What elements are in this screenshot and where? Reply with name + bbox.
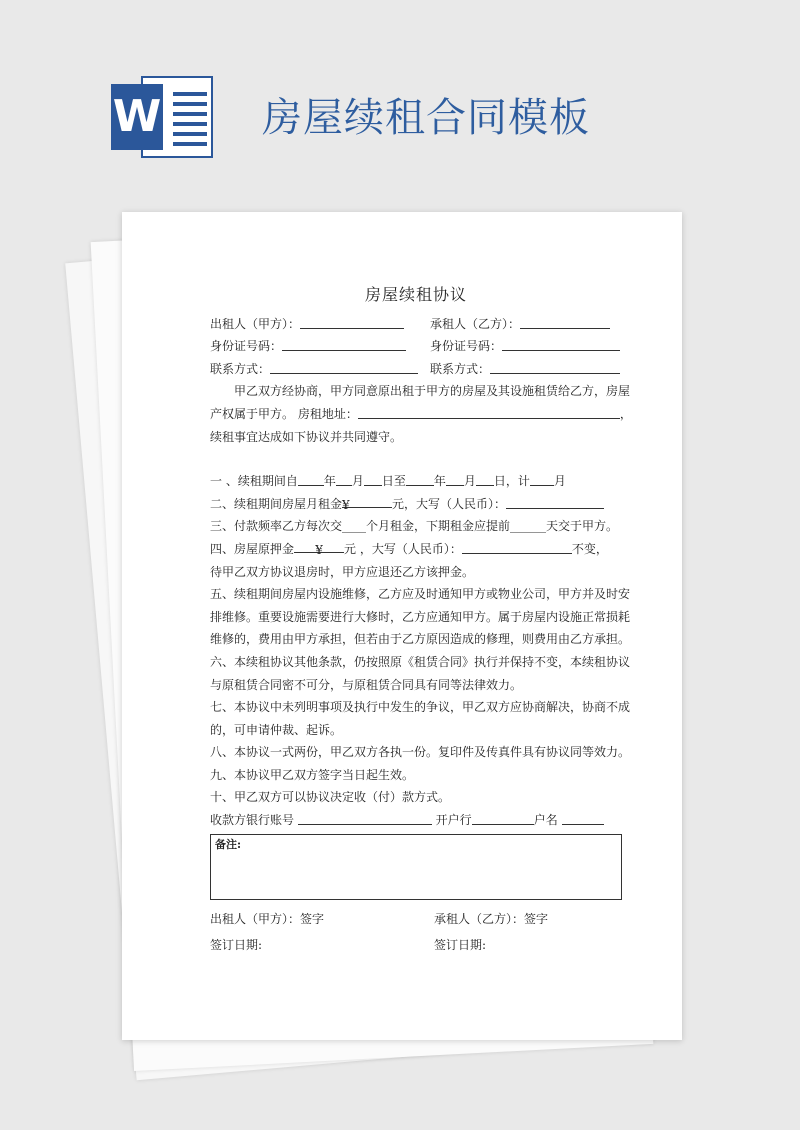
bank-account-row: 收款方银行账号 开户行 户名 bbox=[210, 809, 622, 832]
clause-5-line-3: 维修的，费用由甲方承担，但若由于乙方原因造成的修理，则费用由乙方承担。 bbox=[210, 632, 631, 647]
tenant-name-blank bbox=[520, 315, 610, 329]
landlord-signing-date: 签订日期: bbox=[210, 938, 263, 953]
id-number-row bbox=[210, 335, 622, 358]
document-page bbox=[122, 212, 682, 1040]
tenant-contact-blank bbox=[490, 360, 620, 374]
intro-line-2: 产权属于甲方。 房租地址： ， bbox=[210, 406, 632, 421]
clause-3: 三、付款频率乙方每次交____个月租金，下期租金应提前______天交于甲方。 bbox=[210, 519, 619, 534]
tenant-id-blank bbox=[502, 337, 620, 351]
landlord-signature: 出租人（甲方）：签字 bbox=[210, 911, 325, 926]
clause-6-line-1: 六、本续租协议其他条款，仍按照原《租赁合同》执行并保持不变，本续租协议 bbox=[210, 654, 631, 669]
landlord-contact-blank bbox=[270, 360, 418, 374]
signature-row bbox=[210, 908, 622, 931]
document-content bbox=[210, 284, 632, 957]
clause-2: 二、续租期间房屋月租金¥ 元，大写（人民币）： bbox=[210, 493, 622, 516]
banner-title: 房屋续租合同模板 bbox=[262, 95, 590, 141]
clause-5-line-1: 五、续租期间房屋内设施维修，乙方应及时通知甲方或物业公司，甲方并及时安 bbox=[210, 587, 631, 602]
clause-10: 十、甲乙双方可以协议决定收（付）款方式。 bbox=[210, 790, 451, 805]
document-title: 房屋续租协议 bbox=[364, 285, 467, 304]
word-icon bbox=[111, 76, 213, 158]
contact-row bbox=[210, 358, 622, 381]
tenant-signing-date: 签订日期: bbox=[434, 938, 487, 953]
address-blank bbox=[358, 405, 620, 419]
tenant-id-label: 身份证号码： bbox=[430, 339, 503, 354]
tenant-label: 承租人（乙方）： bbox=[430, 316, 521, 331]
signing-date-row bbox=[210, 934, 622, 957]
tenant-contact-label: 联系方式： bbox=[430, 361, 491, 376]
clause-7-line-2: 的，可申请仲裁、起诉。 bbox=[210, 722, 343, 737]
clause-9: 九、本协议甲乙双方签字当日起生效。 bbox=[210, 767, 415, 782]
landlord-label: 出租人（甲方）： bbox=[210, 316, 301, 331]
party-names-row bbox=[210, 313, 622, 336]
landlord-id-label: 身份证号码： bbox=[210, 339, 283, 354]
clause-5-line-2: 排维修。重要设施需要进行大修时，乙方应通知甲方。属于房屋内设施正常损耗 bbox=[210, 609, 631, 624]
landlord-contact-label: 联系方式： bbox=[210, 361, 271, 376]
word-badge: W bbox=[111, 84, 163, 150]
clause-8: 八、本协议一式两份，甲乙双方各执一份。复印件及传真件具有协议同等效力。 bbox=[210, 745, 631, 760]
clause-4: 四、房屋原押金 ¥ 元 ，大写（人民币）： 不变， bbox=[210, 538, 622, 561]
landlord-name-blank bbox=[300, 315, 404, 329]
clause-6-line-2: 与原租赁合同密不可分，与原租赁合同具有同等法律效力。 bbox=[210, 677, 523, 692]
remarks-box bbox=[210, 834, 622, 900]
clause-4-line-2: 待甲乙双方协议退房时，甲方应退还乙方该押金。 bbox=[210, 564, 475, 579]
landlord-id-blank bbox=[282, 337, 406, 351]
intro-line-3: 续租事宜达成如下协议并共同遵守。 bbox=[210, 429, 403, 444]
clause-7-line-1: 七、本协议中未列明事项及执行中发生的争议，甲乙双方应协商解决，协商不成 bbox=[210, 700, 631, 715]
tenant-signature: 承租人（乙方）：签字 bbox=[434, 911, 549, 926]
clause-1: 一 、续租期间自 年 月 日至 年 月 日，计 月 bbox=[210, 474, 566, 489]
intro-line-1: 甲乙双方经协商，甲方同意原出租于甲方的房屋及其设施租赁给乙方，房屋 bbox=[234, 384, 631, 399]
remarks-label: 备注: bbox=[215, 837, 242, 851]
